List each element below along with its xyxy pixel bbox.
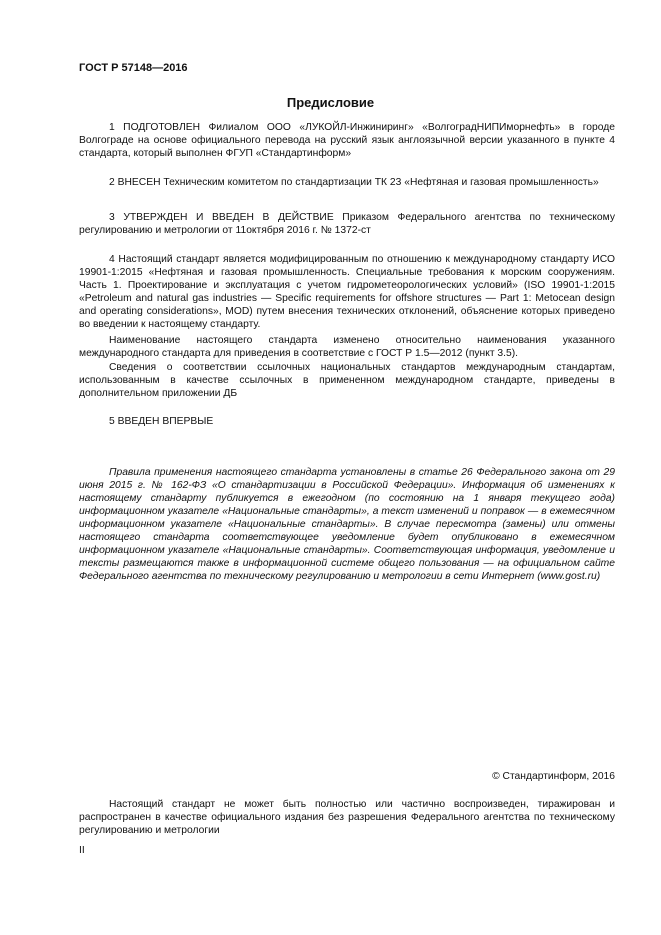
paragraph-4-name-change: Наименование настоящего стандарта изменено относительно наименования указанного международного стандарта для приведения в соответствие с ГОСТ Р 1.5—2012 (пункт 3.5). [79,335,615,359]
paragraph-3: 3 УТВЕРЖДЕН И ВВЕДЕН В ДЕЙСТВИЕ Приказом Федерального агентства по техническому регулированию и метрологии от 11октября 2016 г. № 1372-ст [79,212,615,236]
document-header: ГОСТ Р 57148—2016 [79,62,188,74]
page-number: II [79,845,85,856]
page-title: Предисловие [286,95,375,110]
reproduction-notice: Настоящий стандарт не может быть полностью или частично воспроизведен, тиражирован и распространен в качестве официального издания без разрешения Федерального агентства по техническому регулированию и метрологии [79,799,615,836]
paragraph-1: 1 ПОДГОТОВЛЕН Филиалом ООО «ЛУКОЙЛ-Инжиниринг» «ВолгоградНИПИморнефть» в городе Волгограде на основе официального перевода на русский язык англоязычной версии указанного в пункте 4 стандарта, который выполнен ФГУП «Стандартинформ» [79,122,615,159]
paragraph-5: 5 ВВЕДЕН ВПЕРВЫЕ [109,416,214,427]
paragraph-4: 4 Настоящий стандарт является модифицированным по отношению к международному стандарту ИСО 19901-1:2015 «Нефтяная и газовая промышленность. Специальные требования к морским сооружениям. Часть 1. Проектирование и эксплуатация с учетом гидрометеорологических условий» (ISO 19901-1:2015 «Petroleum and natural gas industries — Specific requirements for offshore structures — Part 1: Metocean design and operating considerations», MOD) путем внесения технических отклонений, объяснение которых приведено во введении к настоящему стандарту. [79,254,615,330]
notice-paragraph: Правила применения настоящего стандарта установлены в статье 26 Федерального закона от 29 июня 2015 г. № 162-ФЗ «О стандартизации в Российской Федерации». Информация об изменениях к настоящему стандарту публикуется в ежегодном (по состоянию на 1 января текущего года) информационном указателе «Национальные стандарты», а текст изменений и поправок — в ежемесячном информационном указателе «Национальные стандарты». В случае пересмотра (замены) или отмены настоящего стандарта соответствующее уведомление будет опубликовано в ежемесячном информационном указателе «Национальные стандарты». Соответствующая информация, уведомление и тексты размещаются также в информационной системе общего пользования — на официальном сайте Федерального агентства по техническому регулированию и метрологии в сети Интернет (www.gost.ru) [79,467,615,582]
paragraph-2: 2 ВНЕСЕН Техническим комитетом по стандартизации ТК 23 «Нефтяная и газовая промышленность» [109,177,599,188]
paragraph-4-references: Сведения о соответствии ссылочных национальных стандартов международным стандартам, использованным в качестве ссылочных в примененном международном стандарте, приведены в дополнительном приложении ДБ [79,362,615,399]
copyright-line: © Стандартинформ, 2016 [492,771,615,782]
